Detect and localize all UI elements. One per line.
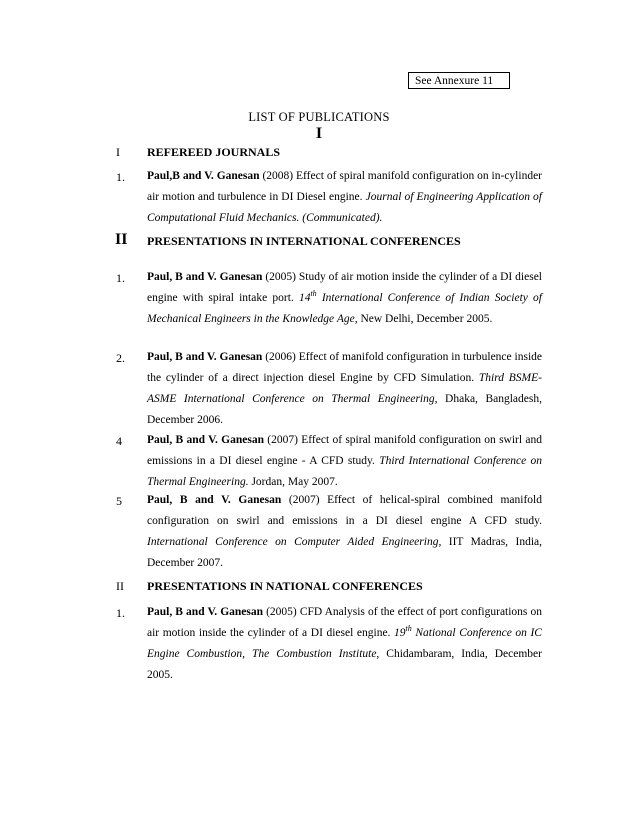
publication-entry bbox=[147, 490, 542, 574]
page-title: LIST OF PUBLICATIONS bbox=[248, 110, 390, 124]
entry-location: IIT Madras, India, December 2007. bbox=[147, 536, 542, 569]
entry-text: (2006) Effect of manifold configuration in turbulence inside the cylinder of a direct injection diesel Engine by CFD Simulation. bbox=[147, 351, 542, 384]
entry-number: 4 bbox=[116, 434, 122, 448]
entry-authors: Paul, B and V. Ganesan bbox=[147, 271, 263, 283]
entry-venue: Journal of Engineering Application of Computational Fluid Mechanics. (Communicated). bbox=[147, 191, 543, 224]
entry-text: (2005) CFD Analysis of the effect of port configurations on air motion inside the cylinder of a DI diesel engine. bbox=[147, 606, 542, 639]
entry-location: Jordan, May 2007. bbox=[248, 476, 338, 488]
entry-venue: 19th National Conference on IC Engine Combustion, The Combustion Institute, bbox=[147, 624, 542, 660]
section-heading-journals: REFEREED JOURNALS bbox=[147, 145, 281, 159]
entry-authors: Paul, B and V. Ganesan bbox=[147, 606, 264, 618]
entry-number: 1. bbox=[116, 170, 125, 184]
entry-text: (2007) Effect of helical-spiral combined manifold configuration on swirl and emissions in a DI diesel engine A CFD study. bbox=[147, 494, 542, 527]
entry-text: (2007) Effect of spiral manifold configuration on swirl and emissions in a DI diesel engine - A CFD study. bbox=[147, 434, 542, 467]
entry-authors: Paul, B and V. Ganesan bbox=[147, 434, 264, 446]
entry-location: Chidambaram, India, December 2005. bbox=[147, 648, 542, 681]
section-number-journals: I bbox=[116, 145, 120, 159]
entry-authors: Paul, B and V. Ganesan bbox=[147, 494, 282, 506]
entry-number: 1. bbox=[116, 606, 125, 620]
title-roman-numeral: I bbox=[315, 125, 323, 142]
entry-venue: 14th International Conference of Indian Society of Mechanical Engineers in the Knowledge Age, bbox=[147, 289, 542, 325]
publication-entry bbox=[147, 347, 542, 431]
publication-entry bbox=[147, 430, 542, 493]
publication-entry bbox=[147, 267, 542, 330]
entry-authors: Paul, B and V. Ganesan bbox=[147, 351, 263, 363]
annexure-box: See Annexure 11 bbox=[408, 72, 510, 89]
entry-venue: Third International Conference on Thermal Engineering. bbox=[147, 455, 542, 488]
entry-authors: Paul,B and V. Ganesan bbox=[147, 170, 260, 182]
entry-location: Dhaka, Bangladesh, December 2006. bbox=[147, 393, 542, 426]
entry-number: 5 bbox=[116, 494, 122, 508]
section-heading-national: PRESENTATIONS IN NATIONAL CONFERENCES bbox=[147, 579, 423, 593]
publication-entry bbox=[147, 166, 542, 229]
entry-number: 1. bbox=[116, 271, 125, 285]
entry-number: 2. bbox=[116, 351, 125, 365]
entry-text: (2005) Study of air motion inside the cylinder of a DI diesel engine with spiral intake port. bbox=[147, 271, 543, 304]
entry-venue: International Conference on Computer Aided Engineering, bbox=[147, 536, 442, 548]
entry-venue: Third BSME-ASME International Conference on Thermal Engineering, bbox=[147, 372, 542, 405]
section-number-national: II bbox=[116, 579, 124, 593]
entry-location: New Delhi, December 2005. bbox=[357, 313, 493, 325]
entry-text: (2008) Effect of spiral manifold configuration on in-cylinder air motion and turbulence in DI Diesel engine. bbox=[147, 170, 542, 203]
section-number-international: II bbox=[115, 231, 128, 248]
publication-entry bbox=[147, 602, 542, 686]
section-heading-international: PRESENTATIONS IN INTERNATIONAL CONFERENCES bbox=[147, 234, 461, 248]
